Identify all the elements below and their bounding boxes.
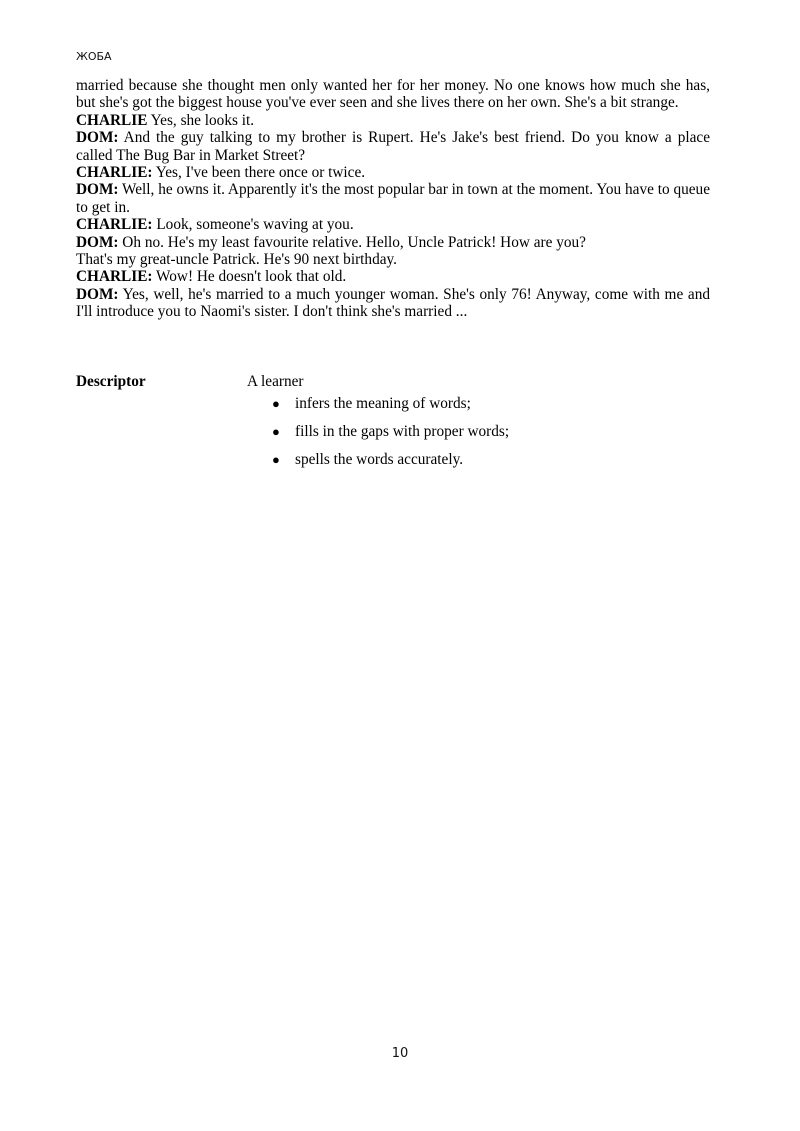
speaker-name: DOM: [76, 285, 119, 303]
descriptor-item-text: spells the words accurately. [295, 451, 464, 468]
line-text: And the guy talking to my brother is Rupert. He's Jake's best friend. Do you know a place called The Bug Bar in Market Street? [76, 129, 710, 164]
descriptor-item-text: infers the meaning of words; [295, 395, 471, 412]
dialogue-line [76, 164, 710, 181]
bullet-icon: ● [272, 452, 280, 467]
speaker-name: CHARLIE: [76, 268, 153, 286]
page-number: 10 [391, 1046, 409, 1061]
descriptor-item-text: fills in the gaps with proper words; [295, 423, 510, 440]
descriptor-label: Descriptor [76, 373, 146, 390]
bullet-icon: ● [272, 396, 280, 411]
line-text: Oh no. He's my least favourite relative. Hello, Uncle Patrick! How are you? [118, 233, 586, 251]
dialogue-opening: married because she thought men only wanted her for her money. No one knows how much she has, but she's got the biggest house you've ever seen and she lives there on her own. She's a bit strange. [76, 77, 710, 112]
speaker-name: CHARLIE: [76, 164, 153, 182]
dialogue-line [76, 286, 710, 321]
speaker-name: CHARLIE: [76, 216, 153, 234]
dialogue-line [76, 181, 710, 216]
descriptor-item [272, 394, 509, 422]
line-text: Yes, well, he's married to a much younger woman. She's only 76! Anyway, come with me and I'll introduce you to Naomi's sister. I don't think she's married ... [76, 285, 710, 321]
dialogue-text [76, 77, 710, 321]
speaker-name: CHARLIE [76, 111, 148, 129]
speaker-name: DOM: [76, 181, 119, 199]
dialogue-aside: That's my great-uncle Patrick. He's 90 next birthday. [76, 251, 397, 269]
descriptor-item [272, 450, 509, 478]
speaker-name: DOM: [76, 233, 119, 251]
speaker-name: DOM: [76, 129, 119, 147]
dialogue-line [76, 129, 710, 164]
descriptor-item [272, 422, 509, 450]
line-text: Wow! He doesn't look that old. [152, 268, 347, 286]
line-text: Look, someone's waving at you. [152, 216, 354, 234]
bullet-icon: ● [272, 424, 280, 439]
descriptor-intro: A learner [247, 373, 304, 390]
dialogue-line [76, 268, 710, 285]
page-header: ЖОБА [76, 50, 112, 63]
dialogue-line [76, 234, 710, 251]
dialogue-line [76, 216, 710, 233]
line-text: Yes, I've been there once or twice. [152, 164, 366, 182]
line-text: Yes, she looks it. [147, 111, 255, 129]
dialogue-line [76, 112, 710, 129]
descriptor-list [272, 394, 509, 478]
line-text: Well, he owns it. Apparently it's the most popular bar in town at the moment. You have to queue to get in. [76, 181, 710, 216]
